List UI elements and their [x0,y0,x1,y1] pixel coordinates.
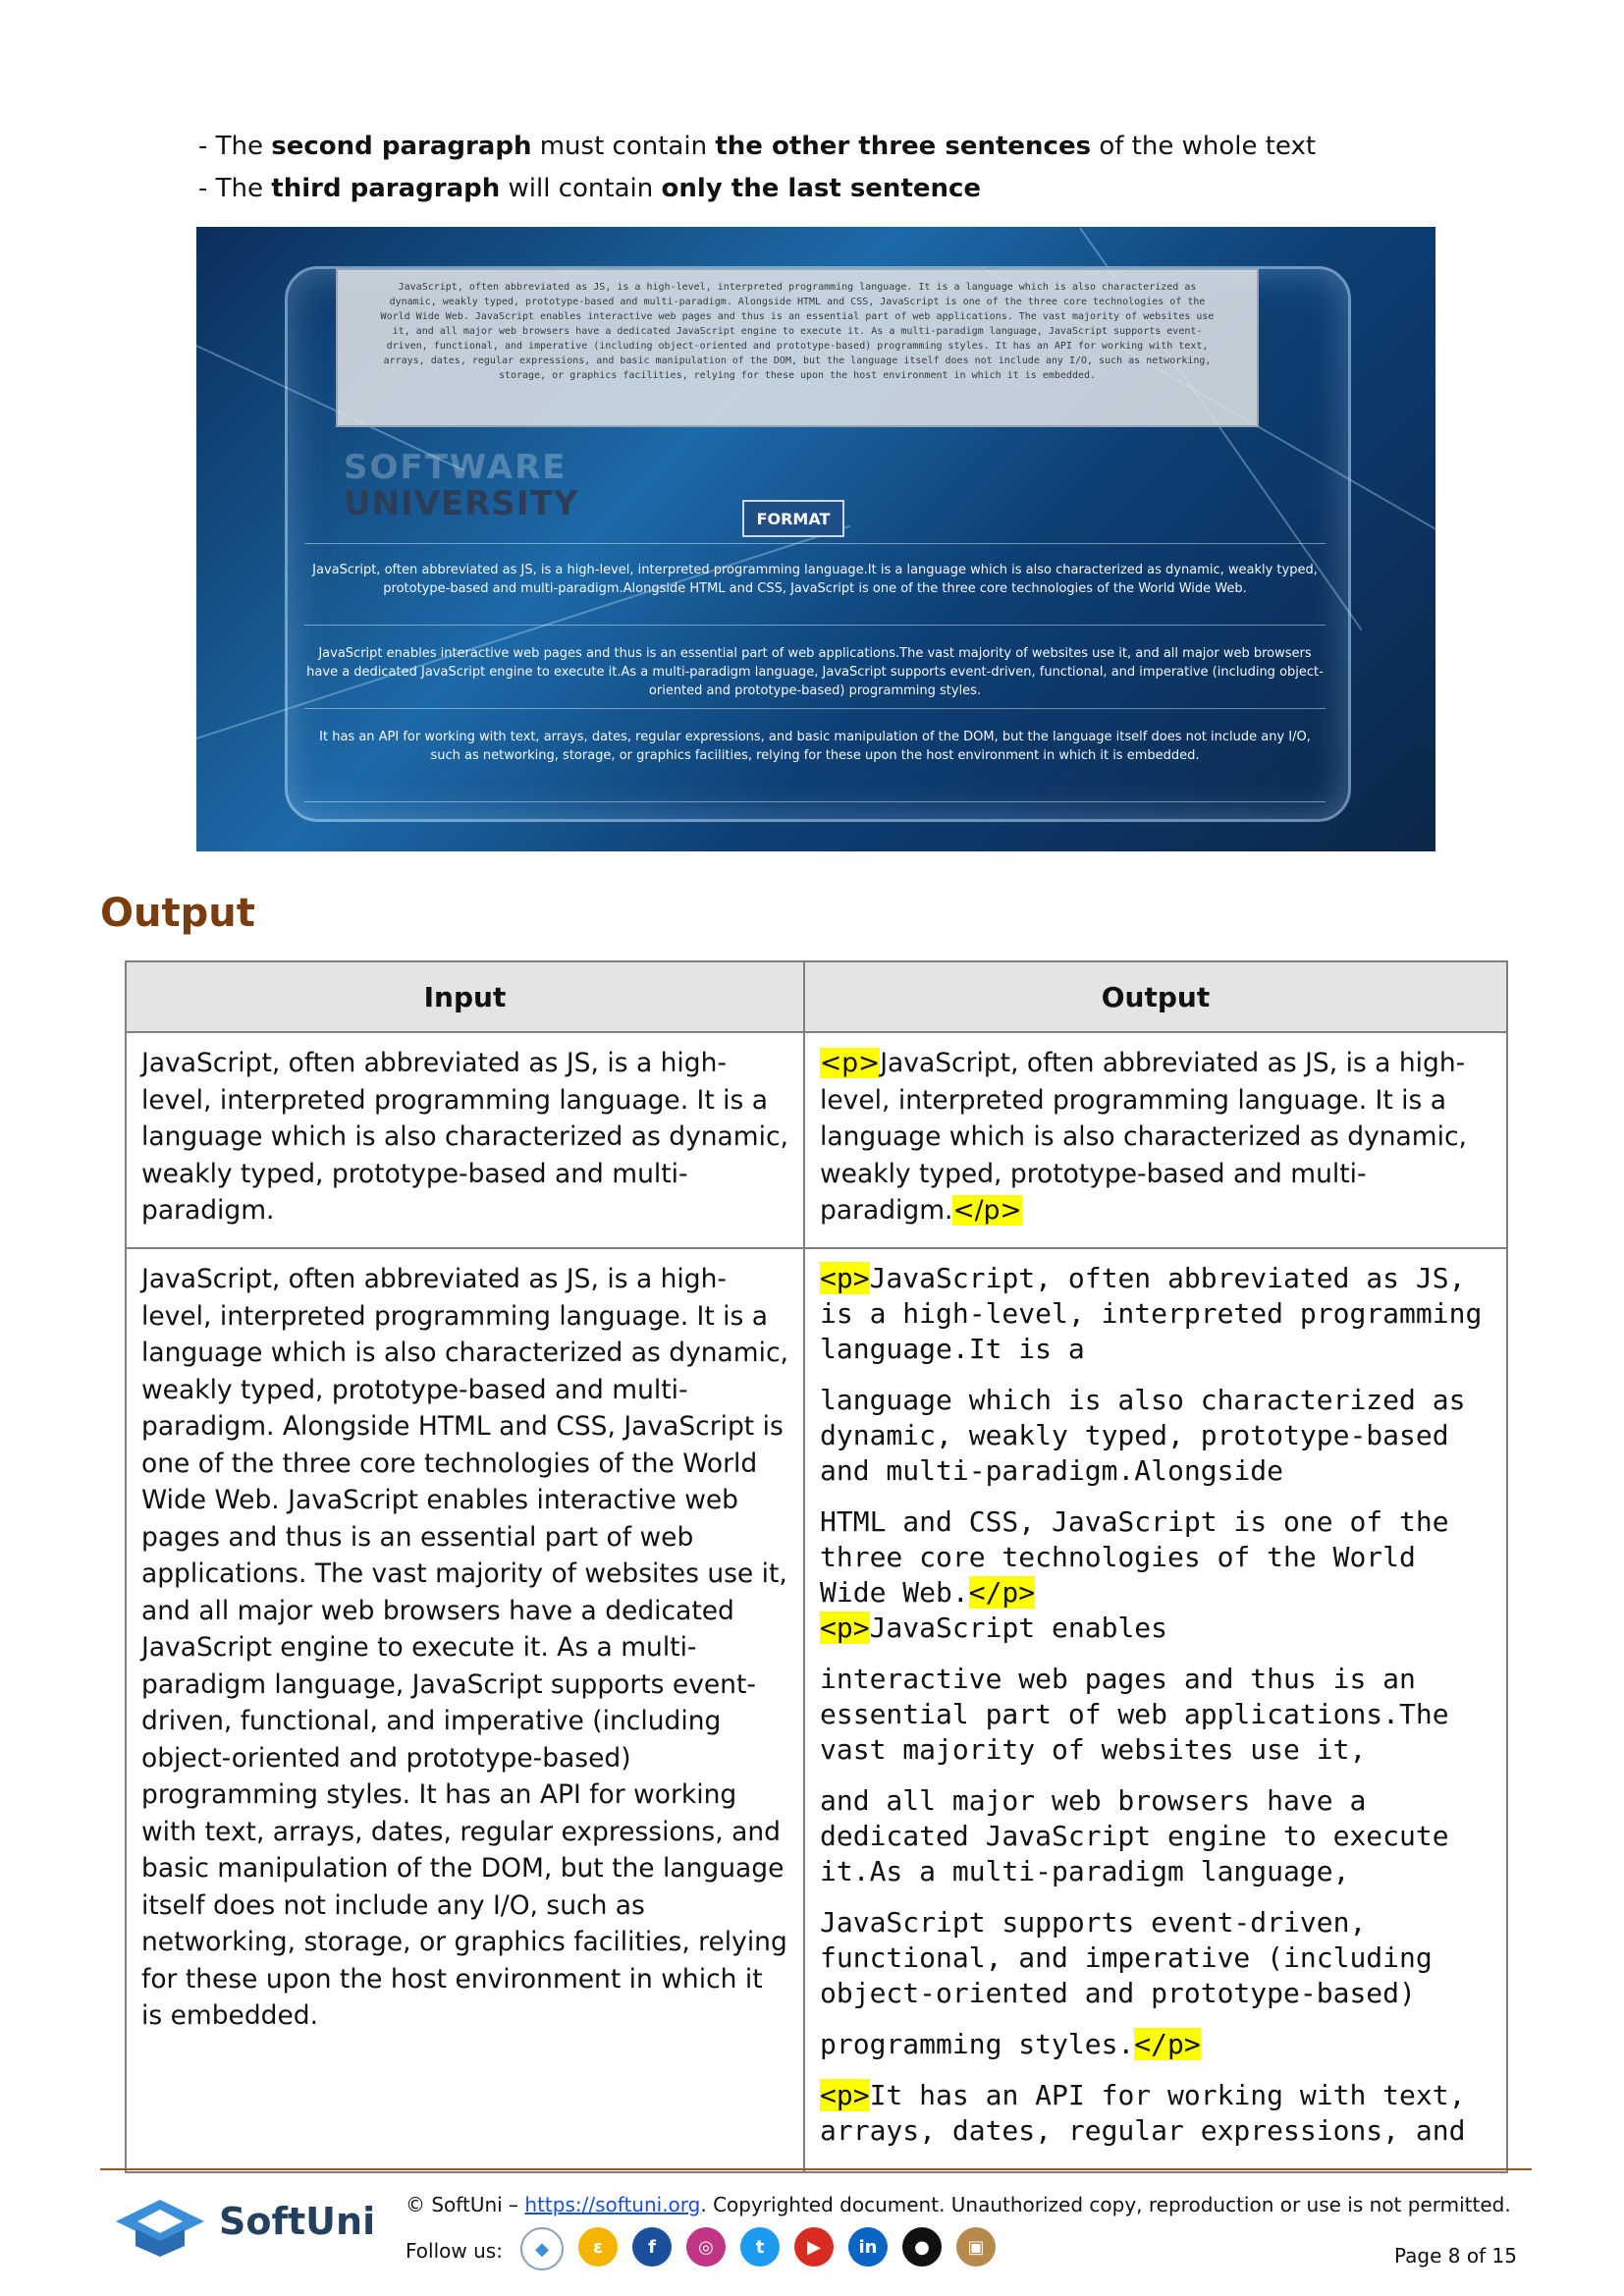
github-icon[interactable]: ● [902,2227,942,2267]
divider [304,625,1326,626]
input-cell: JavaScript, often abbreviated as JS, is a high-level, interpreted programming language. It is a language which is also characterized as dynamic, weakly typed, prototype-based and multi-paradigm. [126,1032,804,1248]
code-line: <p>It has an API for working with text, arrays, dates, regular expressions, and [820,2079,1466,2147]
brand-watermark: SOFTWARE [344,448,568,487]
output-cell: <p>JavaScript, often abbreviated as JS, is a high-level, interpreted programming language. It is a language which is also characterized as dynamic, weakly typed, prototype-based and multi-paradigm.</p> [804,1032,1507,1248]
bold-text: the other three sentences [715,132,1092,161]
softuni-link[interactable]: https://softuni.org [524,2193,701,2216]
bullet-second-paragraph: - The second paragraph must contain the other three sentences of the whole text [198,132,1317,161]
bag-icon[interactable]: ▣ [956,2227,996,2267]
code-line: programming styles.</p> [820,2028,1201,2060]
io-table [125,960,1508,2173]
code-line: <p>JavaScript, often abbreviated as JS, is a high-level, interpreted programming language.It is a [820,1262,1483,1365]
bullet-third-paragraph: - The third paragraph will contain only the last sentence [198,174,982,203]
code-line: HTML and CSS, JavaScript is one of the three core technologies of the World Wide Web.</p> <p>JavaScript enables [820,1505,1449,1644]
output-cell [804,1248,1507,2172]
table-row [126,1032,1507,1248]
divider [304,543,1326,544]
table-header-row [126,961,1507,1032]
social-icons [520,2227,996,2270]
code-line: language which is also characterized as dynamic, weakly typed, prototype-based and multi-paradigm.Alongside [820,1384,1466,1487]
youtube-icon[interactable]: ▶ [794,2227,834,2267]
code-output [820,1261,1491,2149]
divider [304,801,1326,802]
bold-text: third paragraph [271,174,501,203]
header-output: Output [804,961,1507,1032]
code-line: and all major web browsers have a dedicated JavaScript engine to execute it.As a multi-paradigm language, [820,1784,1449,1887]
copyright-notice: © SoftUni – https://softuni.org. Copyrighted document. Unauthorized copy, reproduction or use is not permitted. [406,2193,1511,2216]
bold-text: second paragraph [271,132,532,161]
footer-divider [100,2168,1532,2170]
tag-highlight: </p> [952,1195,1022,1226]
output-paragraph-1: JavaScript, often abbreviated as JS, is a high-level, interpreted programming language.It is a language which is also characterized as dynamic, weakly typed, prototype-based and multi-paradigm.Alongside HTML and CSS, JavaScript is one of the three core technologies of the World Wide Web. [312,563,1318,596]
output-paragraph-3: It has an API for working with text, arrays, dates, regular expressions, and basic manipulation of the DOM, but the language itself does not include any I/O, such as networking, storage, or graphics facilities, relying for these upon the host environment in which it is embedded. [319,730,1311,763]
header-input: Input [126,961,804,1032]
app-screenshot [196,227,1435,851]
format-button[interactable]: FORMAT [742,500,844,537]
output-paragraph-2: JavaScript enables interactive web pages and thus is an essential part of web applications.The vast majority of websites use it, and all major web browsers have a dedicated JavaScript engine to execute it.As a multi-paradigm language, JavaScript supports event-driven, functional, and imperative (including object-oriented and prototype-based) programming styles. [306,646,1324,698]
instagram-icon[interactable]: ◎ [686,2227,726,2267]
footer-logo-text: SoftUni [219,2200,376,2243]
softuni-icon[interactable]: ◆ [520,2227,564,2270]
facebook-icon[interactable]: f [632,2227,672,2267]
tag-highlight: <p> [820,1048,881,1078]
brand-name: UNIVERSITY [344,484,579,523]
instruction-bullets [198,126,1316,210]
input-cell: JavaScript, often abbreviated as JS, is a high-level, interpreted programming language. It is a language which is also characterized as dynamic, weakly typed, prototype-based and multi-paradigm. Alongside HTML and CSS, JavaScript is one of the three core technologies of the World Wide Web. JavaScript enables interactive web pages and thus is an essential part of web applications. The vast majority of websites use it, and all major web browsers have a dedicated JavaScript engine to execute it. As a multi-paradigm language, JavaScript supports event-driven, functional, and imperative (including object-oriented and prototype-based) programming styles. It has an API for working with text, arrays, dates, regular expressions, and basic manipulation of the DOM, but the language itself does not include any I/O, such as networking, storage, or graphics facilities, relying for these upon the host environment in which it is embedded. [126,1248,804,2172]
linkedin-icon[interactable]: in [848,2227,888,2267]
twitter-icon[interactable]: t [740,2227,780,2267]
bold-text: only the last sentence [661,174,982,203]
page-number: Page 8 of 15 [1394,2244,1517,2268]
follow-label: Follow us: [406,2239,503,2263]
table-row [126,1248,1507,2172]
code-line: JavaScript supports event-driven, functional, and imperative (including object-oriented and prototype-based) [820,1906,1433,2009]
divider [304,708,1326,709]
input-textarea[interactable]: JavaScript, often abbreviated as JS, is a high-level, interpreted programming language. It is a language which is also characterized as dynamic, weakly typed, prototype-based and multi-paradigm. Alongside HTML and CSS, JavaScript is one of the three core technologies of the World Wide Web. JavaScript enables interactive web pages and thus is an essential part of web applications. The vast majority of websites use it, and all major web browsers have a dedicated JavaScript engine to execute it. As a multi-paradigm language, JavaScript supports event-driven, functional, and imperative (including object-oriented and prototype-based) programming styles. It has an API for working with text, arrays, dates, regular expressions, and basic manipulation of the DOM, but the language itself does not include any I/O, such as networking, storage, or graphics facilities, relying for these upon the host environment in which it is embedded. [336,268,1259,427]
code-line: interactive web pages and thus is an essential part of web applications.The vast majority of websites use it, [820,1663,1449,1766]
ekcrypto-icon[interactable]: ε [578,2227,618,2267]
section-heading: Output [100,891,255,936]
